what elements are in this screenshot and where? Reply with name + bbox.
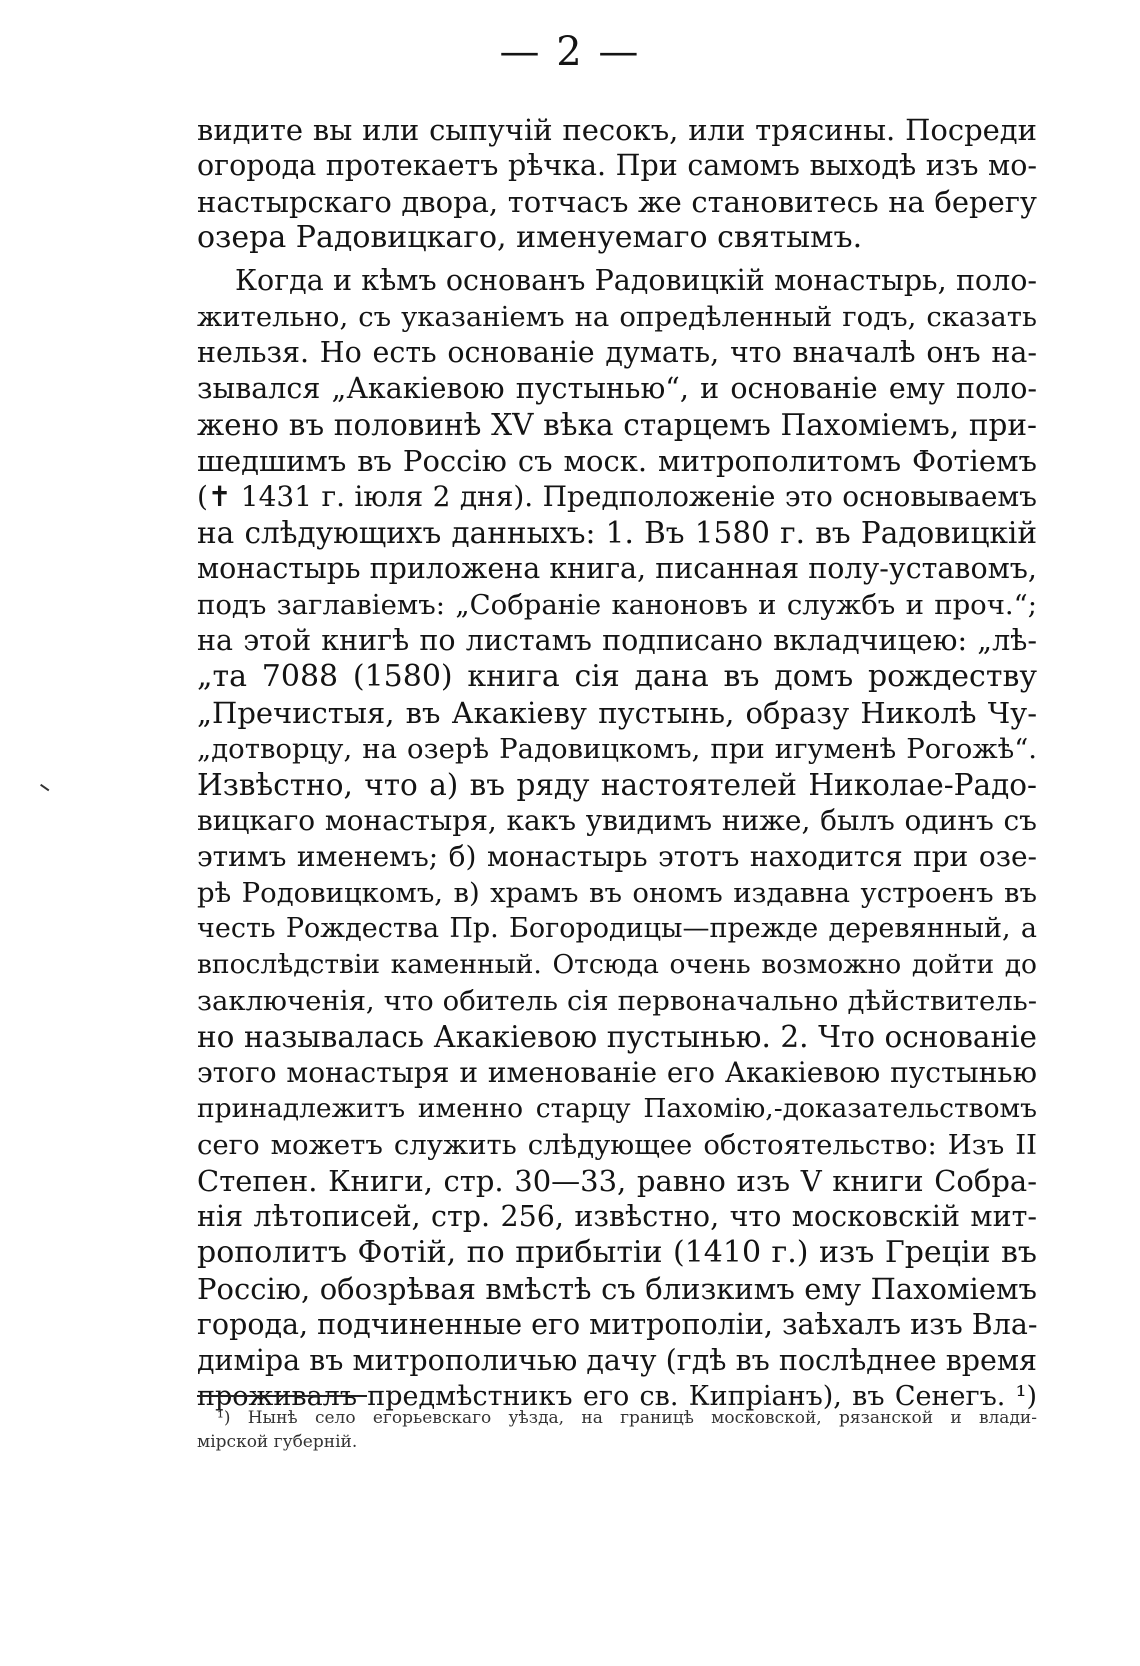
text-line: Россію, обозрѣвая вмѣстѣ съ близкимъ ему Пахоміемъ	[197, 1272, 1037, 1306]
footnote-separator	[197, 1395, 367, 1397]
text-line: но называлась Акакіевою пустынью. 2. Что основаніе	[197, 1020, 1037, 1054]
text-line: рѣ Родовицкомъ, в) храмъ въ ономъ издавна устроенъ въ	[197, 877, 1037, 909]
text-line: заключенія, что обитель сія первоначально дѣйствитель-	[197, 985, 1037, 1017]
text-line: честь Рождества Пр. Богородицы—прежде деревянный, а	[197, 913, 1037, 944]
text-line: нельзя. Но есть основаніе думать, что вначалѣ онъ на-	[197, 336, 1037, 369]
text-line: (✝ 1431 г. іюля 2 дня). Предположеніе это основываемъ	[197, 480, 1037, 513]
text-line: на слѣдующихъ данныхъ: 1. Въ 1580 г. въ Радовицкій	[197, 516, 1037, 550]
main-text	[197, 112, 1037, 1415]
stray-ink-mark	[37, 784, 50, 796]
text-line: рополитъ Фотій, по прибытіи (1410 г.) изъ Греціи въ	[197, 1235, 1037, 1270]
text-line: подъ заглавіемъ: „Собраніе каноновъ и службъ и проч.“;	[197, 589, 1037, 621]
text-line: „та 7088 (1580) книга сія дана въ домъ рождеству	[197, 659, 1037, 694]
text-line: огорода протекаетъ рѣчка. При самомъ выходѣ изъ мо-	[197, 149, 1037, 182]
text-line: Степен. Книги, стр. 30—33, равно изъ V книги Собра-	[197, 1164, 1037, 1198]
text-line: видите вы или сыпучій песокъ, или трясины. Посреди	[197, 113, 1037, 147]
text-line: на этой книгѣ по листамъ подписано вкладчицею: „лѣ-	[197, 624, 1037, 657]
text-line: жительно, съ указаніемъ на опредѣленный годъ, сказать	[197, 301, 1037, 333]
text-line: монастырь приложена книга, писанная полу-уставомъ,	[197, 552, 1037, 585]
text-line: проживалъ предмѣстникъ его св. Кипріанъ), въ Сенегъ. ¹)	[197, 1381, 1037, 1412]
text-line: зывался „Акакіевою пустынью“, и основаніе ему поло-	[197, 372, 1037, 405]
text-line: „дотворцу, на озерѣ Радовицкомъ, при игуменѣ Рогожѣ“.	[197, 733, 1037, 765]
text-line: жено въ половинѣ XV вѣка старцемъ Пахоміемъ, при-	[197, 408, 1037, 442]
text-line: этого монастыря и именованіе его Акакіевою пустынью	[197, 1056, 1037, 1089]
text-line: сего можетъ служить слѣдующее обстоятельство: Изъ II	[197, 1129, 1037, 1161]
text-line: „Пречистыя, въ Акакіеву пустынь, образу Николѣ Чу-	[197, 696, 1037, 730]
text-line: города, подчиненные его митрополіи, заѣхалъ изъ Вла-	[197, 1308, 1038, 1341]
footnote-line: ¹) Нынѣ село егорьевскаго уѣзда, на границѣ московской, рязанской и влади-	[217, 1408, 1037, 1428]
text-line: нія лѣтописей, стр. 256, извѣстно, что московскій мит-	[197, 1200, 1037, 1233]
text-line: Извѣстно, что а) въ ряду настоятелей Николае-Радо-	[197, 768, 1037, 802]
text-line: настырскаго двора, тотчасъ же становитесь на берегу	[197, 185, 1037, 219]
text-line: этимъ именемъ; б) монастырь этотъ находится при озе-	[197, 840, 1037, 873]
text-line: принадлежитъ именно старцу Пахомію,-доказательствомъ	[197, 1093, 1037, 1124]
footnote	[197, 1406, 1037, 1454]
text-line: диміра въ митрополичью дачу (гдѣ въ послѣднее время	[197, 1344, 1037, 1377]
footnote-line: мірской губерній.	[197, 1432, 358, 1452]
text-line: Когда и кѣмъ основанъ Радовицкій монастырь, поло-	[235, 264, 1037, 297]
paragraph-gap	[197, 256, 1037, 263]
text-line: впослѣдствіи каменный. Отсюда очень возможно дойти до	[197, 949, 1037, 980]
page-number: — 2 —	[499, 29, 641, 75]
text-line: вицкаго монастыря, какъ увидимъ ниже, былъ одинъ съ	[197, 804, 1037, 837]
text-line: озера Радовицкаго, именуемаго святымъ.	[197, 220, 863, 255]
text-line: шедшимъ въ Россію съ моск. митрополитомъ Фотіемъ	[197, 444, 1037, 478]
